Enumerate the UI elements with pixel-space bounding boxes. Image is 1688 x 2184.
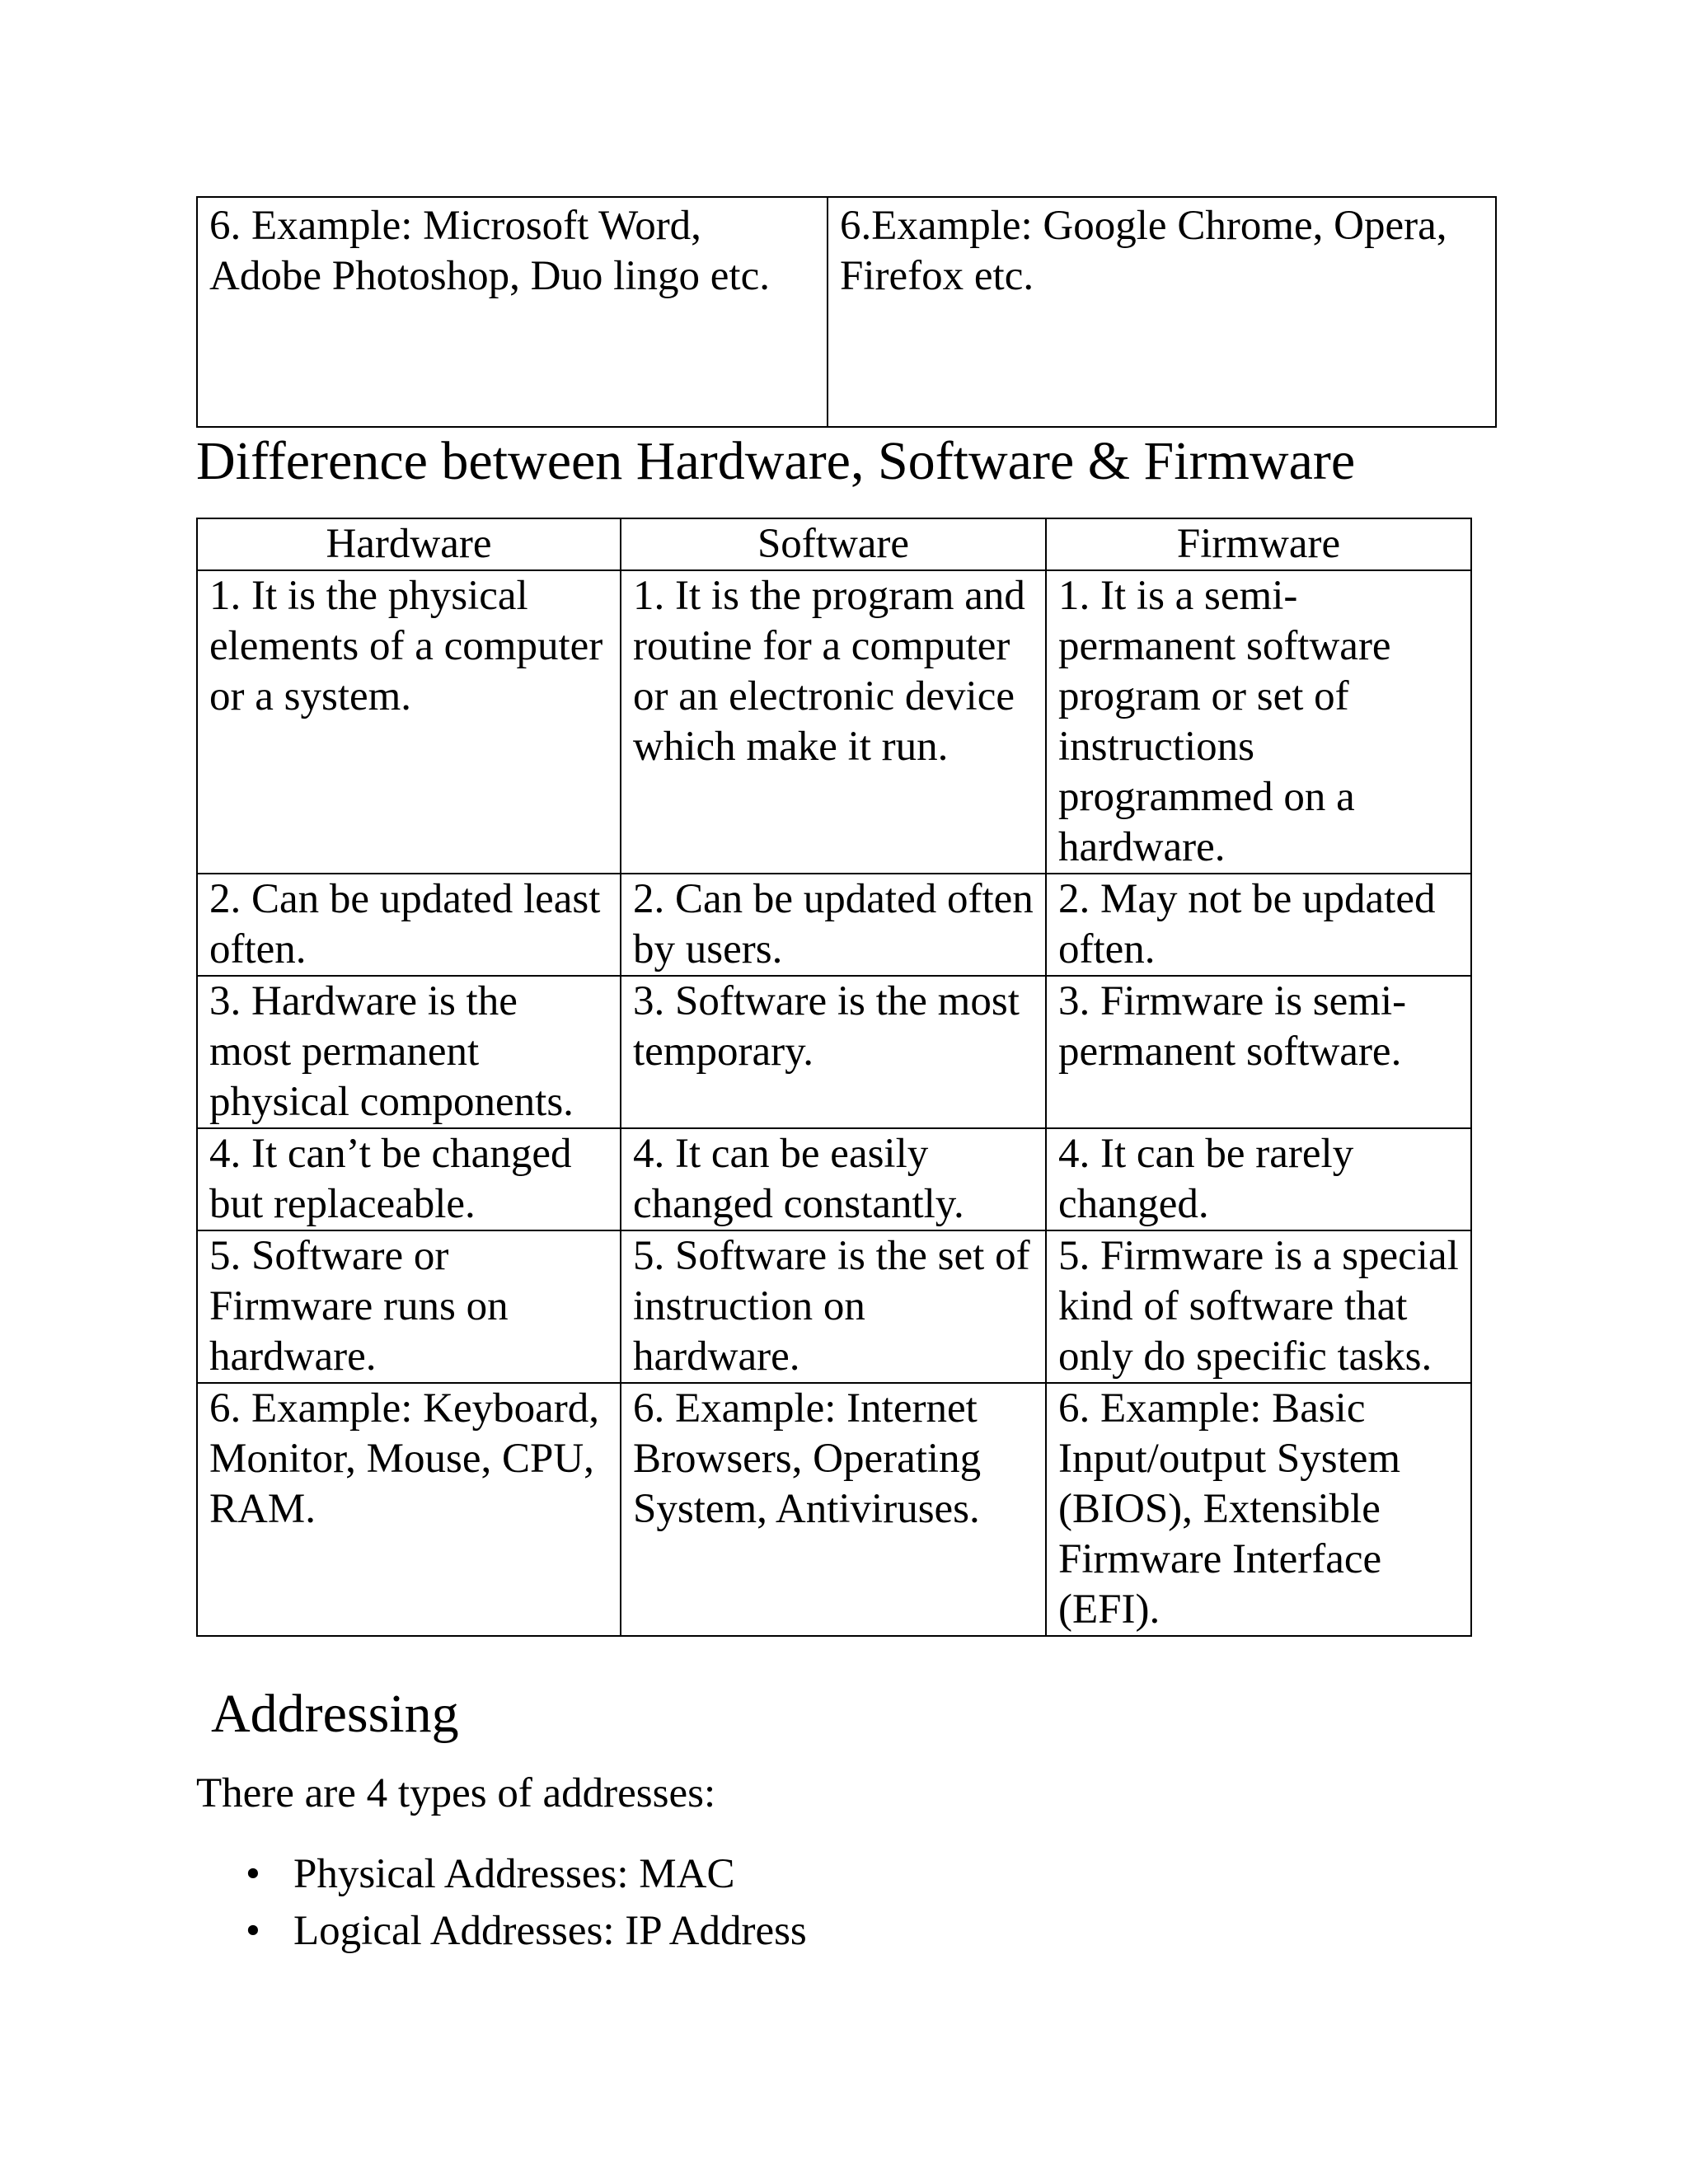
list-item	[196, 1903, 807, 1960]
header-row	[197, 518, 1471, 570]
list-item-text: Physical Addresses: MAC	[293, 1851, 735, 1897]
table-row	[197, 1230, 1471, 1383]
table-row	[197, 197, 1496, 427]
list-item	[196, 1846, 807, 1903]
table-cell: 2. Can be updated often by users.	[621, 874, 1046, 976]
table-cell: 6. Example: Keyboard, Monitor, Mouse, CPU, RAM.	[197, 1383, 621, 1636]
table-cell: 1. It is a semi-permanent software program or set of instructions programmed on a hardware.	[1046, 570, 1471, 874]
column-header-hardware: Hardware	[197, 518, 621, 570]
address-types-list	[196, 1846, 807, 1960]
column-header-firmware: Firmware	[1046, 518, 1471, 570]
column-header-software: Software	[621, 518, 1046, 570]
bullet-icon: •	[246, 1908, 260, 1954]
table-row	[197, 570, 1471, 874]
browser-example-cell: 6.Example: Google Chrome, Opera, Firefox etc.	[828, 197, 1496, 427]
table-cell: 4. It can’t be changed but replaceable.	[197, 1128, 621, 1230]
table-cell: 5. Software is the set of instruction on hardware.	[621, 1230, 1046, 1383]
table-cell: 3. Firmware is semi-permanent software.	[1046, 976, 1471, 1128]
hardware-software-firmware-table	[196, 518, 1472, 1637]
table-cell: 3. Software is the most temporary.	[621, 976, 1046, 1128]
addressing-intro: There are 4 types of addresses:	[196, 1770, 716, 1816]
table-row	[197, 1128, 1471, 1230]
difference-heading: Difference between Hardware, Software & Firmware	[196, 431, 1356, 491]
software-examples-table	[196, 196, 1497, 428]
table-cell: 2. Can be updated least often.	[197, 874, 621, 976]
table-cell: 6. Example: Internet Browsers, Operating System, Antiviruses.	[621, 1383, 1046, 1636]
table-cell: 3. Hardware is the most permanent physical components.	[197, 976, 621, 1128]
table-cell: 1. It is the physical elements of a computer or a system.	[197, 570, 621, 874]
table-row	[197, 874, 1471, 976]
table-cell: 4. It can be easily changed constantly.	[621, 1128, 1046, 1230]
table-row	[197, 976, 1471, 1128]
table-cell: 4. It can be rarely changed.	[1046, 1128, 1471, 1230]
addressing-heading: Addressing	[211, 1684, 459, 1744]
list-item-text: Logical Addresses: IP Address	[293, 1908, 807, 1954]
bullet-icon: •	[246, 1851, 260, 1897]
table-cell: 1. It is the program and routine for a computer or an electronic device which make it run.	[621, 570, 1046, 874]
table-cell: 6. Example: Basic Input/output System (BIOS), Extensible Firmware Interface (EFI).	[1046, 1383, 1471, 1636]
table-row	[197, 1383, 1471, 1636]
table-cell: 5. Firmware is a special kind of software that only do specific tasks.	[1046, 1230, 1471, 1383]
application-software-example-cell: 6. Example: Microsoft Word, Adobe Photoshop, Duo lingo etc.	[197, 197, 828, 427]
table-cell: 2. May not be updated often.	[1046, 874, 1471, 976]
table-cell: 5. Software or Firmware runs on hardware.	[197, 1230, 621, 1383]
